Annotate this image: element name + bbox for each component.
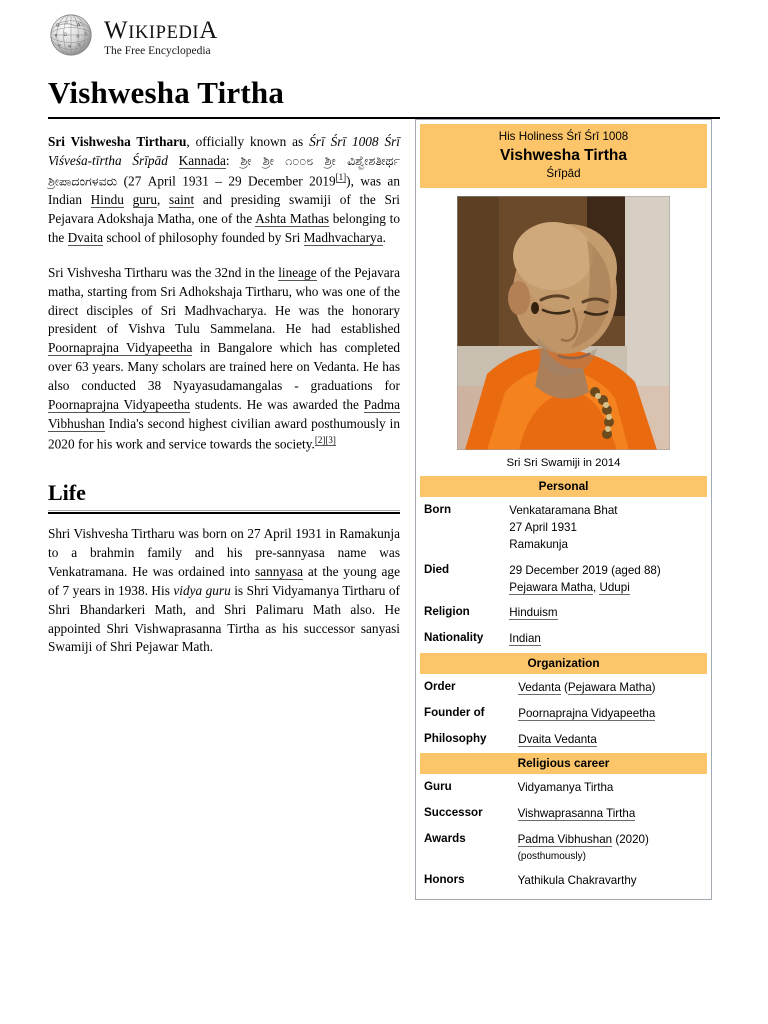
- infobox-link[interactable]: Poornaprajna Vidyapeetha: [518, 706, 656, 720]
- infobox-value-line: [509, 503, 705, 520]
- italic-text: vidya guru: [173, 582, 231, 598]
- infobox-name: Vishwesha Tirtha: [500, 146, 627, 164]
- infobox-row-value: [518, 802, 707, 828]
- infobox-row: [420, 728, 707, 754]
- infobox-link[interactable]: Udupi: [599, 580, 630, 594]
- infobox-row: [420, 627, 707, 653]
- infobox-link[interactable]: Hinduism: [509, 606, 558, 620]
- wikipedia-tagline: The Free Encyclopedia: [104, 44, 211, 57]
- body-text: , officially known as: [186, 134, 310, 150]
- infobox-row-value: [518, 828, 707, 869]
- infobox-row-label: Religion: [424, 605, 470, 619]
- infobox-row: [420, 499, 707, 558]
- infobox-value-line: [509, 631, 705, 648]
- body-text: students. He was awarded the: [189, 396, 364, 412]
- infobox-value-line: [509, 580, 705, 597]
- article-content: [48, 119, 720, 888]
- infobox-row-value: [509, 627, 707, 653]
- article-link[interactable]: Padma Vibhushan: [48, 396, 400, 431]
- infobox-link[interactable]: Vishwaprasanna Tirtha: [517, 807, 636, 821]
- infobox-section-header: Personal: [420, 476, 707, 497]
- infobox-row-label: Born: [424, 503, 452, 517]
- infobox-row: [420, 776, 707, 802]
- article-link[interactable]: lineage: [278, 264, 317, 280]
- wikipedia-masthead: [48, 0, 720, 58]
- body-text: belonging to the: [48, 211, 400, 245]
- page-title: Vishwesha Tirtha: [48, 75, 285, 110]
- article-body: [48, 133, 400, 657]
- wikipedia-name: WIKIPEDIA: [104, 16, 218, 44]
- svg-text:Ω: Ω: [63, 31, 67, 37]
- infobox-row-value: [509, 559, 707, 602]
- svg-text:た: た: [83, 31, 89, 36]
- infobox-row: [420, 869, 707, 895]
- svg-text:ह: ह: [78, 42, 81, 48]
- infobox-text: Ramakunja: [509, 538, 568, 552]
- body-text: ,: [157, 192, 170, 208]
- body-text: is Shri Vidyamanya Tirtharu of Shri Bhandarkeri Math, and Shri Palimaru Math also. He appointed Shri Vishwaprasanna Tirtha as his successor sanyasi Swamiji of Shri Pejawar Math.: [48, 582, 400, 655]
- body-text: school of philosophy founded by Sri: [103, 229, 304, 245]
- infobox-link[interactable]: Pejawara Matha: [567, 681, 652, 695]
- body-text: (27 April 1931 – 29 December 2019: [117, 173, 336, 189]
- infobox-row-value: [509, 601, 707, 627]
- infobox-row: [420, 802, 707, 828]
- infobox-title-block: [420, 124, 707, 188]
- infobox-note: (posthumously): [517, 850, 586, 862]
- infobox-value-line: [518, 732, 705, 749]
- article-link[interactable]: Ashta Mathas: [255, 211, 330, 227]
- infobox-row-value: [518, 702, 707, 728]
- svg-text:Ω: Ω: [56, 22, 60, 28]
- infobox-row: [420, 828, 707, 869]
- section-divider: [48, 510, 400, 514]
- infobox-row-label: Guru: [424, 780, 452, 794]
- infobox: [415, 119, 712, 900]
- infobox-section-header: Organization: [420, 653, 707, 674]
- infobox-link[interactable]: Indian: [509, 632, 541, 646]
- infobox-groups: [420, 476, 707, 895]
- infobox-value-line: [518, 850, 705, 865]
- infobox-table: [420, 499, 707, 653]
- infobox-row-label: Honors: [424, 873, 465, 887]
- infobox-row-label: Successor: [424, 806, 483, 820]
- portrait-photo: [457, 196, 670, 450]
- infobox-value-line: [518, 873, 705, 890]
- infobox-text: Venkataramana Bhat: [509, 504, 618, 518]
- infobox-text: Vidyamanya Tirtha: [517, 781, 614, 795]
- infobox-row-value: [518, 776, 707, 802]
- infobox-value-line: [518, 806, 705, 823]
- body-text: [168, 153, 179, 168]
- article-link[interactable]: Poornaprajna Vidyapeetha: [48, 340, 193, 356]
- article-link[interactable]: Madhvacharya: [303, 229, 383, 245]
- infobox-row-value: [518, 728, 707, 754]
- body-text: in Bangalore which has completed over 63 years. Many scholars are trained here on Vedanta. He has also conducted 38 Nyayasudamangalas - graduations for: [48, 340, 400, 394]
- body-text: .: [382, 229, 386, 245]
- infobox-row: [420, 702, 707, 728]
- article-link[interactable]: Dvaita: [67, 229, 104, 245]
- infobox-value-line: [518, 706, 705, 723]
- svg-text:म: म: [68, 43, 71, 49]
- infobox-row: [420, 676, 707, 702]
- infobox-value-line: [518, 680, 705, 697]
- article-link[interactable]: Poornaprajna Vidyapeetha: [48, 396, 190, 412]
- infobox-text: Yathikula Chakravarthy: [517, 874, 637, 888]
- infobox-text: 29 December 2019 (aged 88): [509, 563, 661, 577]
- infobox-section-header: Religious career: [420, 753, 707, 774]
- infobox-link[interactable]: Padma Vibhushan: [517, 833, 613, 847]
- infobox-link[interactable]: Dvaita Vedanta: [518, 732, 597, 746]
- infobox-row-value: [518, 869, 707, 895]
- body-text: Sri Vishvesha Tirtharu was the 32nd in the: [48, 264, 279, 280]
- infobox-value-line: [518, 780, 705, 797]
- infobox-row-value: [518, 676, 707, 702]
- infobox-subtitle: Śrīpād: [546, 167, 581, 181]
- svg-text:א: א: [58, 42, 61, 48]
- body-text: of the Pejavara matha, starting from Sri Adhokshaja Tirtharu, who was one of the direct disciples of Sri Madhvacharya. He was the honorary president of Vishva Tulu Sammelana. He had established: [48, 264, 400, 337]
- svg-text:W: W: [76, 21, 81, 27]
- infobox-text: 27 April 1931: [509, 521, 577, 535]
- wikipedia-globe-icon: [48, 12, 94, 58]
- bold-text: Sri Vishwesha Tirtharu: [48, 134, 187, 150]
- body-text: at the young age of 7 years in 1938. His: [48, 563, 400, 598]
- svg-text:彡: 彡: [64, 19, 69, 25]
- article-link[interactable]: Hindu: [90, 192, 124, 208]
- infobox-row-label: Founder of: [424, 705, 485, 719]
- article-link[interactable]: sannyasa: [255, 563, 304, 579]
- infobox-value-line: [509, 520, 705, 537]
- article-link[interactable]: saint: [169, 192, 195, 208]
- infobox-text: (: [560, 681, 568, 695]
- infobox-value-line: [509, 605, 705, 622]
- infobox-text: (2020): [612, 833, 649, 847]
- body-text: India's second highest civilian award posthumously in 2020 for his work and service towards the society.: [48, 415, 400, 452]
- article-link[interactable]: guru: [132, 192, 157, 208]
- infobox-value-line: [509, 537, 705, 554]
- paragraph: [48, 133, 400, 248]
- paragraph: [48, 525, 400, 657]
- infobox-text: ): [651, 681, 656, 695]
- body-text: and presiding swamiji of the Sri Pejavara Adokshaja Matha, one of the: [48, 192, 400, 227]
- paragraph: [48, 264, 400, 454]
- section-heading: Life: [48, 479, 86, 505]
- infobox-row-label: Died: [424, 562, 450, 576]
- infobox-text: ,: [593, 580, 600, 594]
- infobox-row: [420, 559, 707, 602]
- svg-text:Я: Я: [54, 33, 58, 39]
- infobox-row-label: Philosophy: [424, 731, 487, 745]
- infobox-value-line: [518, 832, 705, 849]
- italic-text: Śrī Śrī 1008 Śrī Viśveśa-tīrtha Śrīpād: [48, 134, 401, 168]
- infobox-above: His Holiness Śrī Śrī 1008: [498, 130, 629, 144]
- reference-marker[interactable]: [2][3]: [314, 434, 336, 445]
- reference-marker[interactable]: [1]: [335, 171, 347, 182]
- body-text: ), was an Indian: [48, 173, 400, 208]
- infobox-table: [420, 676, 707, 753]
- body-text: :: [225, 152, 241, 168]
- infobox-value-line: [509, 563, 705, 580]
- infobox-table: [420, 776, 707, 895]
- kannada-script-text: ಶ್ರೀ ಶ್ರೀ ೧೦೦೮ ಶ್ರೀ ವಿಶ್ವೇಶತೀರ್ಥ ಶ್ರೀಪಾದಂಗಳವರು: [48, 152, 400, 189]
- infobox-row-label: Nationality: [424, 631, 484, 645]
- infobox-image-caption: Sri Sri Swamiji in 2014: [506, 457, 621, 470]
- svg-text:あ: あ: [75, 33, 80, 39]
- wikipedia-wordmark: [104, 18, 218, 59]
- infobox-link[interactable]: Vedanta: [518, 681, 561, 695]
- body-text: [124, 192, 133, 207]
- body-text: Shri Vishvesha Tirtharu was born on 27 April 1931 in Ramakunja to a brahmin family and his pre-sannyasa name was Venkatramana. He was ordained into: [48, 526, 400, 579]
- infobox-link[interactable]: Pejawara Matha: [509, 580, 594, 594]
- infobox-row: [420, 601, 707, 627]
- infobox-row-label: Awards: [424, 832, 466, 846]
- article-link[interactable]: Kannada: [178, 152, 226, 168]
- infobox-row-label: Order: [424, 680, 456, 694]
- infobox-row-value: [509, 499, 707, 558]
- infobox-image-wrap: [420, 188, 707, 453]
